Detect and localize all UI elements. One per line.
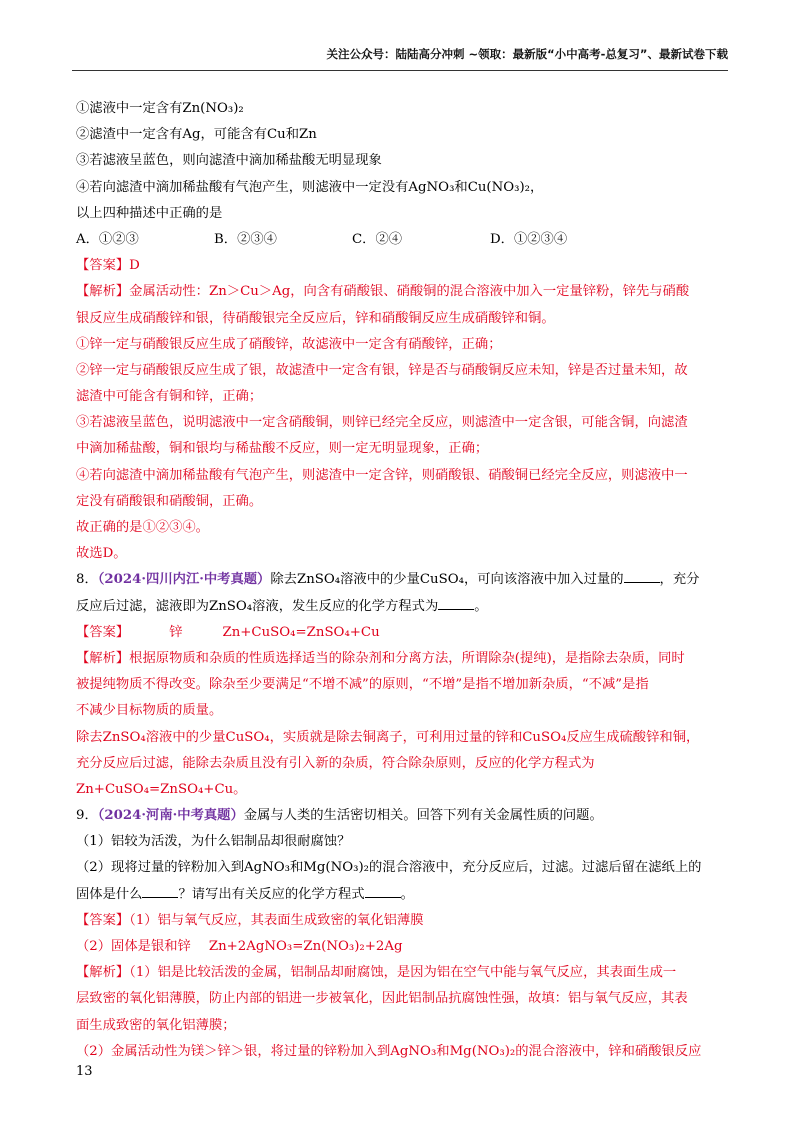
answer-blank [438, 595, 474, 610]
analysis-line: 被提纯物质不得改变。除杂至少要满足“不增不减”的原则，“不增”是指不增加新杂质，“不减”是指 [76, 677, 649, 693]
analysis-line: 【解析】根据原物质和杂质的性质选择适当的除杂剂和分离方法，所谓除杂(提纯)，是指除去杂质，同时 [76, 650, 685, 666]
statement-1: ①滤液中一定含有Zn(NO₃)₂ [76, 101, 244, 116]
question-text: ？请写出有关反应的化学方程式 [178, 886, 365, 902]
question-8-cont [76, 594, 730, 620]
sub-question-2-cont [76, 882, 730, 908]
analysis-line: 故正确的是①②③④。 [76, 520, 209, 535]
sub-question-1: （1）铝较为活泼，为什么铝制品却很耐腐蚀？ [76, 834, 351, 850]
question-number: 9． [76, 808, 98, 824]
question-text: 。 [474, 598, 488, 614]
option-b: B．②③④ [214, 231, 277, 247]
sub-question-2: （2）现将过量的锌粉加入到AgNO₃和Mg(NO₃)₂的混合溶液中，充分反应后，过滤。过滤后留在滤纸上的 [76, 860, 702, 876]
analysis-line: （2）金属活动性为镁＞锌＞银，将过量的锌粉加入到AgNO₃和Mg(NO₃)₂的混合溶液中，锌和硝酸银反应 [76, 1043, 702, 1059]
analysis-line: 面生成致密的氧化铝薄膜； [76, 1017, 236, 1033]
answer-8 [76, 620, 730, 646]
question-8 [76, 567, 730, 593]
question-text: 除去ZnSO₄溶液中的少量CuSO₄，可向该溶液中加入过量的 [270, 572, 624, 588]
answer-blank [624, 568, 660, 583]
analysis-line: 不减少目标物质的质量。 [76, 703, 223, 719]
page-header: 关注公众号：陆陆高分冲刺 ~领取：最新版“小中高考-总复习”、最新试卷下载 [326, 47, 728, 61]
answer-7: 【答案】D [76, 258, 140, 274]
answer-blank [142, 883, 178, 898]
answer-equation: Zn+2AgNO₃=Zn(NO₃)₂+2Ag [208, 939, 403, 954]
analysis-line: 定没有硝酸银和硝酸铜，正确。 [76, 493, 263, 509]
question-number: 8． [76, 572, 98, 588]
options-row [76, 227, 730, 253]
question-text: 固体是什么 [76, 886, 143, 902]
option-a: A．①②③ [76, 231, 139, 247]
statement-2: ②滤渣中一定含有Ag，可能含有Cu和Zn [76, 127, 317, 143]
answer-label: 【答案】 [76, 624, 130, 640]
option-d: D．①②③④ [490, 231, 568, 247]
analysis-line: 故选D。 [76, 546, 127, 562]
analysis-line: ②锌一定与硝酸银反应生成了银，故滤渣中一定含有银，锌是否与硝酸铜反应未知，锌是否过量未知，故 [76, 362, 688, 378]
answer-value: 锌 [169, 624, 183, 640]
question-text: 反应后过滤，滤液即为ZnSO₄溶液，发生反应的化学方程式为 [76, 598, 439, 614]
answer-9-2 [76, 934, 730, 960]
question-text: 。 [400, 886, 414, 902]
page-number: 13 [76, 1064, 93, 1079]
analysis-line: 银反应生成硝酸锌和银，待硝酸银完全反应后，锌和硝酸铜反应生成硝酸锌和铜。 [76, 310, 555, 326]
document-body [76, 96, 730, 1065]
analysis-line: 充分反应后过滤，能除去杂质且没有引入新的杂质，符合除杂原则，反应的化学方程式为 [76, 755, 595, 771]
question-source: （2024·四川内江·中考真题） [97, 572, 271, 588]
answer-blank [365, 883, 401, 898]
statement-3: ③若滤液呈蓝色，则向滤渣中滴加稀盐酸无明显现象 [76, 153, 382, 169]
question-text: ，充分 [659, 572, 700, 588]
analysis-line: ③若滤液呈蓝色，说明滤液中一定含硝酸铜，则锌已经完全反应，则滤渣中一定含银，可能含铜，向滤渣 [76, 415, 688, 431]
answer-9-1: 【答案】（1）铝与氧气反应，其表面生成致密的氧化铝薄膜 [76, 912, 424, 928]
question-source: （2024·河南·中考真题） [97, 808, 244, 824]
question-prompt: 以上四种描述中正确的是 [76, 205, 223, 221]
analysis-line: 滤渣中可能含有铜和锌，正确； [76, 389, 263, 405]
answer-value: （2）固体是银和锌 [76, 939, 191, 954]
question-9 [76, 803, 730, 829]
analysis-line: Zn+CuSO₄=ZnSO₄+Cu。 [76, 781, 247, 797]
question-text: 金属与人类的生活密切相关。回答下列有关金属性质的问题。 [243, 808, 603, 824]
option-c: C．②④ [352, 231, 403, 247]
analysis-line: ④若向滤渣中滴加稀盐酸有气泡产生，则滤渣中一定含锌，则硝酸银、硝酸铜已经完全反应，则滤液中一 [76, 467, 688, 483]
analysis-line: 中滴加稀盐酸，铜和银均与稀盐酸不反应，则一定无明显现象，正确； [76, 441, 489, 457]
analysis-line: 除去ZnSO₄溶液中的少量CuSO₄，实质就是除去铜离子，可利用过量的锌和CuSO₄反应生成硫酸锌和铜， [76, 729, 700, 745]
answer-equation: Zn+CuSO₄=ZnSO₄+Cu [222, 624, 380, 640]
analysis-line: ①锌一定与硝酸银反应生成了硝酸锌，故滤液中一定含有硝酸锌，正确； [76, 336, 502, 352]
statement-4: ④若向滤渣中滴加稀盐酸有气泡产生，则滤液中一定没有AgNO₃和Cu(NO₃)₂， [76, 179, 544, 195]
header-divider [72, 70, 728, 71]
analysis-line: 层致密的氧化铝薄膜，防止内部的铝进一步被氧化，因此铝制品抗腐蚀性强，故填：铝与氧气反应，其表 [76, 991, 688, 1007]
analysis-line: 【解析】金属活动性：Zn＞Cu＞Ag，向含有硝酸银、硝酸铜的混合溶液中加入一定量锌粉，锌先与硝酸 [76, 284, 690, 300]
analysis-line: 【解析】（1）铝是比较活泼的金属，铝制品却耐腐蚀，是因为铝在空气中能与氧气反应，其表面生成一 [76, 965, 677, 981]
